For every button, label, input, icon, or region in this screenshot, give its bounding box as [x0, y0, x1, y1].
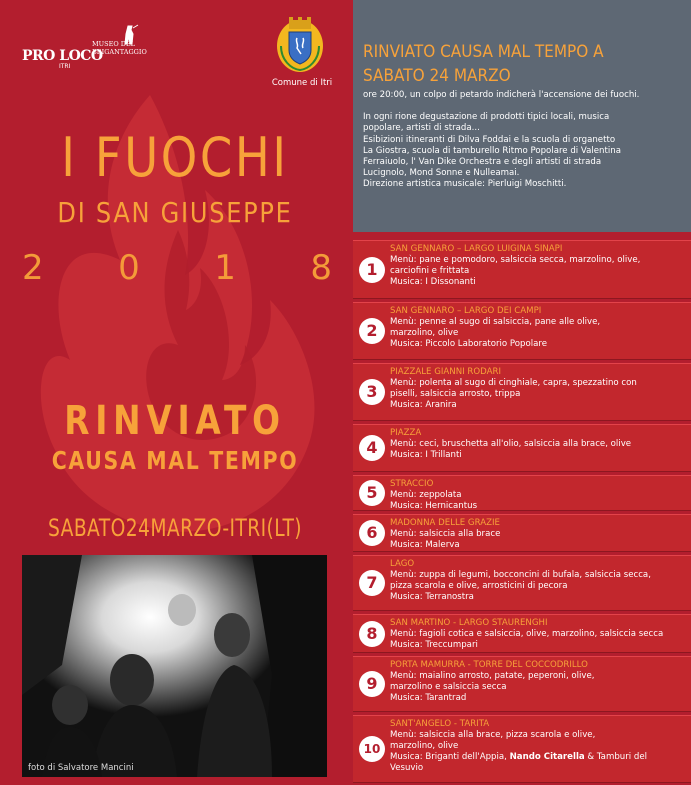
poster-title: I FUOCHI	[61, 126, 289, 189]
stop-details	[390, 660, 685, 704]
poster-right-column	[350, 0, 691, 785]
stop-location: MADONNA DELLE GRAZIE	[390, 518, 500, 528]
announcement-heading-line2: SABATO 24 MARZO	[363, 66, 511, 86]
stop-menu: Menù: zeppolata	[390, 490, 462, 500]
stop-menu: Menù: fagioli cotica e salsiccia, olive, marzolino, salsiccia secca	[390, 629, 664, 639]
stop-music-part: Musica: Briganti dell'Appia,	[390, 752, 510, 762]
stop-music: Musica: Treccumpari	[390, 640, 478, 650]
stop-location: PIAZZA	[390, 428, 422, 438]
museo-brigantaggio-logo	[92, 40, 162, 56]
stop-music: Musica: I Dissonanti	[390, 277, 476, 287]
stop-menu: Menù: salsiccia alla brace, pizza scarola e olive,	[390, 730, 596, 740]
announcement-body	[363, 90, 691, 191]
announcement-text: popolare, artisti di strada...	[363, 123, 480, 134]
stop-number-badge: 10	[359, 736, 385, 762]
stop-music: Musica: Hernicantus	[390, 501, 478, 511]
photo-credit: foto di Salvatore Mancini	[28, 763, 134, 773]
stop-item	[353, 555, 691, 611]
announcement-text: Lucignolo, Mond Sonne e Nulleamai.	[363, 168, 520, 179]
proloco-logo	[22, 48, 103, 70]
stop-menu: Menù: polenta al sugo di cinghiale, capra, spezzatino con	[390, 378, 637, 388]
proloco-logo-sub: ITRI	[59, 63, 71, 70]
stop-music: Musica: Terranostra	[390, 592, 474, 602]
proloco-logo-text: PRO LOCO	[22, 48, 103, 64]
stop-music: Musica: Piccolo Laboratorio Popolare	[390, 339, 548, 349]
stop-details	[390, 618, 685, 651]
event-dateline: SABATO24MARZO-ITRI(LT)	[48, 514, 302, 542]
stop-menu-cont: marzolino, olive	[390, 328, 459, 338]
stop-music-cont: Vesuvio	[390, 763, 424, 773]
announcement-text: In ogni rione degustazione di prodotti tipici locali, musica	[363, 112, 610, 123]
announcement-text: ore 20:00, un colpo di petardo indicherà l'accensione dei fuochi.	[363, 90, 640, 100]
stop-item	[353, 475, 691, 511]
stop-location: PORTA MAMURRA - TORRE DEL COCCODRILLO	[390, 660, 588, 670]
stop-details	[390, 559, 685, 603]
stop-number-badge: 6	[359, 520, 385, 546]
announcement-text: Esibizioni itineranti di Dilva Foddai e la scuola di organetto	[363, 134, 616, 145]
stop-item	[353, 656, 691, 712]
announcement-heading	[363, 40, 651, 88]
stop-number-badge: 9	[359, 671, 385, 697]
year-digit: 1	[214, 248, 236, 288]
stop-menu: Menù: ceci, bruschetta all'olio, salsiccia alla brace, olive	[390, 439, 632, 449]
stop-location: STRACCIO	[390, 479, 434, 489]
stop-music: Musica: Malerva	[390, 540, 460, 550]
stop-item	[353, 240, 691, 299]
comune-label: Comune di Itri	[271, 78, 333, 88]
stop-number-badge: 4	[359, 435, 385, 461]
stop-menu: Menù: zuppa di legumi, bocconcini di bufala, salsiccia secca,	[390, 570, 651, 580]
event-photo-image	[22, 555, 327, 777]
stop-menu: Menù: penne al sugo di salsiccia, pane alle olive,	[390, 317, 601, 327]
stop-music: Musica: I Trillanti	[390, 450, 462, 460]
stop-item	[353, 614, 691, 653]
year-digit: 0	[118, 248, 140, 288]
stop-details	[390, 367, 685, 411]
stop-music-part: & Tamburi del	[584, 752, 647, 762]
stop-number-badge: 2	[359, 318, 385, 344]
stop-menu: Menù: maialino arrosto, patate, peperoni, olive,	[390, 671, 595, 681]
poster-subtitle: DI SAN GIUSEPPE	[57, 196, 293, 229]
stop-item	[353, 363, 691, 421]
stop-details	[390, 306, 685, 350]
stop-number-badge: 5	[359, 480, 385, 506]
stop-item	[353, 302, 691, 360]
stop-details	[390, 428, 685, 461]
stop-location: SAN GENNARO – LARGO LUIGINA SINAPI	[390, 244, 563, 254]
stop-menu-cont: marzolino e salsiccia secca	[390, 682, 507, 692]
stop-item	[353, 424, 691, 472]
stop-location: SANT'ANGELO - TARITA	[390, 719, 490, 729]
museo-line2: BRIGANTAGGIO	[92, 48, 147, 56]
stop-number-badge: 1	[359, 257, 385, 283]
stop-details	[390, 518, 685, 551]
stop-number-badge: 3	[359, 379, 385, 405]
stop-menu-cont: piselli, salsiccia arrosto, trippa	[390, 389, 521, 399]
stop-number-badge: 8	[359, 621, 385, 647]
stop-location: LAGO	[390, 559, 415, 569]
stop-music-highlight: Nando Citarella	[509, 752, 585, 762]
announcement-text: La Giostra, scuola di tamburello Ritmo Popolare di Valentina	[363, 145, 621, 156]
stop-details	[390, 719, 685, 774]
stop-location: SAN MARTINO - LARGO STAURENGHI	[390, 618, 548, 628]
stop-music: Musica: Aranira	[390, 400, 457, 410]
stop-menu-cont: marzolino, olive	[390, 741, 459, 751]
stop-item	[353, 715, 691, 783]
museo-line1: MUSEO DEL	[92, 40, 135, 48]
announcement-text: Ferraiuolo, l' Van Dike Orchestra e degli artisti di strada	[363, 157, 602, 168]
stop-location: SAN GENNARO – LARGO DEI CAMPI	[390, 306, 542, 316]
stop-location: PIAZZALE GIANNI RODARI	[390, 367, 501, 377]
year-digit: 8	[310, 248, 332, 288]
stop-menu-cont: pizza scarola e olive, arrosticini di pecora	[390, 581, 568, 591]
stop-details	[390, 479, 685, 512]
stop-item	[353, 514, 691, 552]
stop-music	[390, 752, 685, 763]
announcement-heading-line1: RINVIATO CAUSA MAL TEMPO A	[363, 42, 604, 62]
stop-menu: Menù: pane e pomodoro, salsiccia secca, marzolino, olive,	[390, 255, 641, 265]
rinviato-heading: RINVIATO	[64, 398, 286, 444]
stop-number-badge: 7	[359, 570, 385, 596]
event-photo	[22, 555, 327, 777]
stop-music: Musica: Tarantrad	[390, 693, 467, 703]
stop-details	[390, 244, 685, 288]
poster-year	[22, 248, 332, 288]
causa-heading: CAUSA MAL TEMPO	[51, 446, 299, 475]
stop-menu: Menù: salsiccia alla brace	[390, 529, 501, 539]
stop-menu-cont: carciofini e frittata	[390, 266, 470, 276]
comune-coat-of-arms-icon	[275, 14, 325, 74]
announcement-box	[353, 0, 691, 232]
announcement-text: Direzione artistica musicale: Pierluigi Moschitti.	[363, 179, 567, 190]
year-digit: 2	[22, 248, 44, 288]
